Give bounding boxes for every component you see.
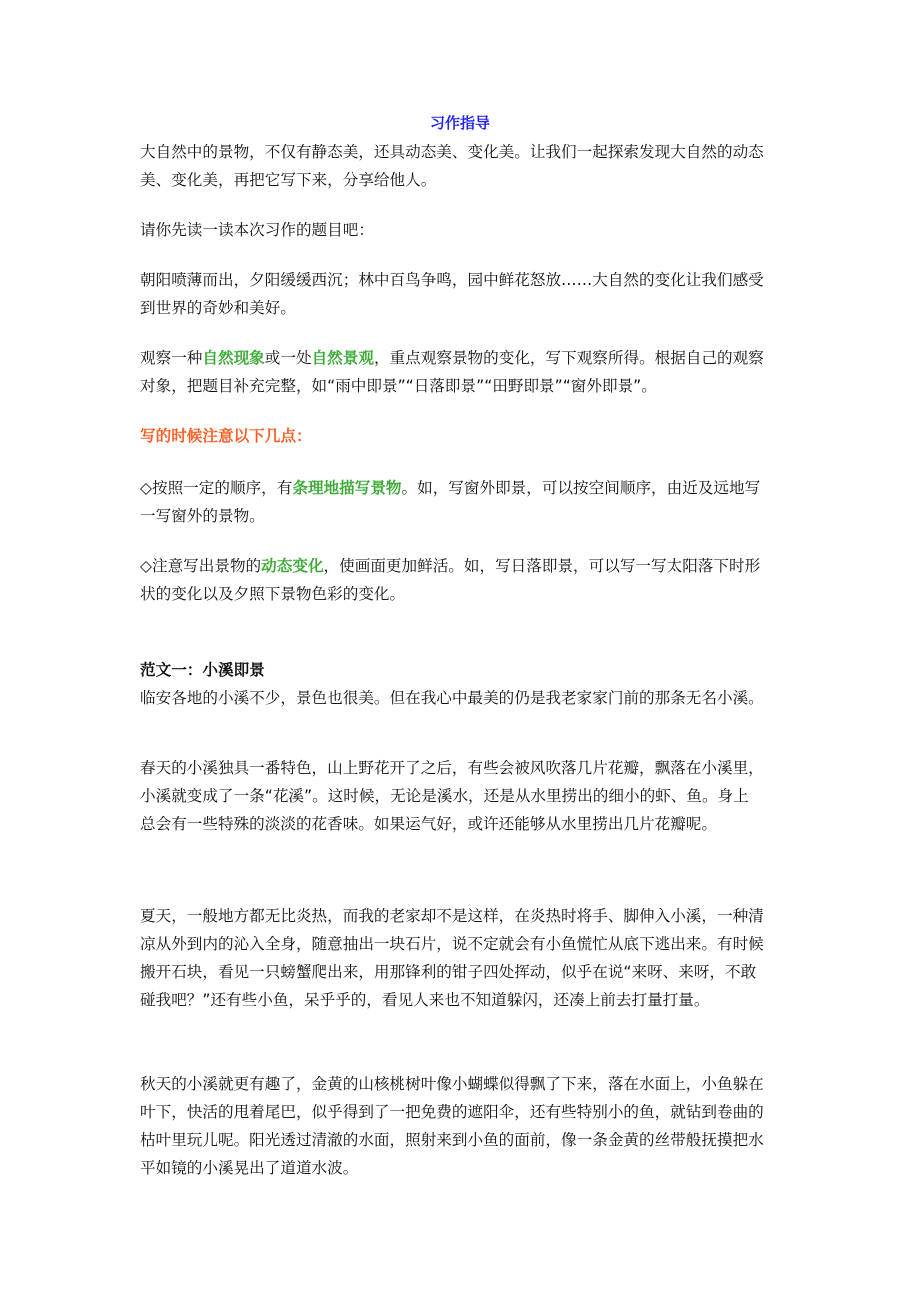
text: 观察一种 bbox=[140, 349, 203, 367]
text-line: 大自然中的景物，不仅有静态美，还具动态美、变化美。让我们一起探索发现大自然的动态 bbox=[140, 143, 764, 161]
text-line: 平如镜的小溪晃出了道道水波。 bbox=[140, 1159, 359, 1177]
text-line: 总会有一些特殊的淡淡的花香味。如果运气好，或许还能够从水里捞出几片花瓣呢。 bbox=[140, 815, 717, 833]
theme-paragraph bbox=[140, 266, 800, 322]
text: ，重点观察景物的变化，写下观察所得。根据自己的观察 bbox=[373, 349, 764, 367]
prompt-paragraph bbox=[140, 216, 800, 244]
highlight: 自然现象 bbox=[202, 349, 265, 367]
text-line: 一写窗外的景物。 bbox=[140, 507, 265, 525]
highlight: 动态变化 bbox=[261, 557, 324, 575]
text-line bbox=[140, 474, 800, 502]
text-line: 对象，把题目补充完整，如“雨中即景”“日落即景”“田野即景”“窗外即景”。 bbox=[140, 377, 657, 395]
text-line: 夏天，一般地方都无比炎热，而我的老家却不是这样，在炎热时将手、脚伸入小溪，一种清 bbox=[140, 907, 764, 925]
text: 或一处 bbox=[264, 349, 312, 367]
essay-heading bbox=[140, 656, 800, 684]
text-line: 秋天的小溪就更有趣了，金黄的山核桃树叶像小蝴蝶似得飘了下来，落在水面上，小鱼躲在 bbox=[140, 1075, 764, 1093]
highlight: 自然景观 bbox=[311, 349, 374, 367]
text-line: 春天的小溪独具一番特色，山上野花开了之后，有些会被风吹落几片花瓣，飘落在小溪里， bbox=[140, 759, 764, 777]
text-line: 到世界的奇妙和美好。 bbox=[140, 299, 296, 317]
text-line: 美、变化美，再把它写下来，分享给他人。 bbox=[140, 171, 437, 189]
heading-text: 范文一：小溪即景 bbox=[140, 661, 265, 679]
text-line: 朝阳喷薄而出，夕阳缓缓西沉；林中百鸟争鸣，园中鲜花怒放……大自然的变化让我们感受 bbox=[140, 271, 764, 289]
text: ，使画面更加鲜活。如，写日落即景，可以写一写太阳落下时形 bbox=[323, 557, 761, 575]
text-line: 搬开石块，看见一只螃蟹爬出来，用那锋利的钳子四处挥动，似乎在说“来呀、来呀，不敢 bbox=[140, 963, 757, 981]
highlight: 条理地描写景物 bbox=[292, 479, 402, 497]
text: ◇注意写出景物的 bbox=[140, 557, 262, 575]
essay-paragraph-4 bbox=[140, 1070, 800, 1182]
text-line: 请你先读一读本次习作的题目吧： bbox=[140, 221, 374, 239]
text-line: 叶下，快活的甩着尾巴，似乎得到了一把免费的遮阳伞，还有些特别小的鱼，就钻到卷曲的 bbox=[140, 1103, 764, 1121]
heading-text: 写的时候注意以下几点： bbox=[140, 427, 312, 445]
intro-paragraph bbox=[140, 138, 800, 194]
note-1 bbox=[140, 474, 800, 530]
essay-paragraph-2 bbox=[140, 754, 800, 838]
text: 。如，写窗外即景，可以按空间顺序，由近及远地写 bbox=[401, 479, 761, 497]
essay-paragraph-1 bbox=[140, 684, 800, 712]
notes-heading bbox=[140, 422, 800, 450]
text-line: 枯叶里玩儿呢。阳光透过清澈的水面，照射来到小鱼的面前，像一条金黄的丝带般抚摸把水 bbox=[140, 1131, 764, 1149]
task-paragraph bbox=[140, 344, 800, 400]
text-line: 小溪就变成了一条“花溪”。这时候，无论是溪水，还是从水里捞出的细小的虾、鱼。身上 bbox=[140, 787, 749, 805]
text-line bbox=[140, 344, 800, 372]
text: ◇按照一定的顺序，有 bbox=[140, 479, 293, 497]
page-title: 习作指导 bbox=[429, 114, 490, 132]
text-line: 凉从外到内的沁入全身，随意抽出一块石片，说不定就会有小鱼慌忙从底下逃出来。有时候 bbox=[140, 935, 764, 953]
text-line: 状的变化以及夕照下景物色彩的变化。 bbox=[140, 585, 406, 603]
text-line: 临安各地的小溪不少，景色也很美。但在我心中最美的仍是我老家家门前的那条无名小溪。 bbox=[140, 689, 764, 707]
essay-paragraph-3 bbox=[140, 902, 800, 1014]
text-line bbox=[140, 552, 800, 580]
text-line: 碰我吧？”还有些小鱼，呆乎乎的，看见人来也不知道躲闪，还凑上前去打量打量。 bbox=[140, 991, 710, 1009]
note-2 bbox=[140, 552, 800, 608]
